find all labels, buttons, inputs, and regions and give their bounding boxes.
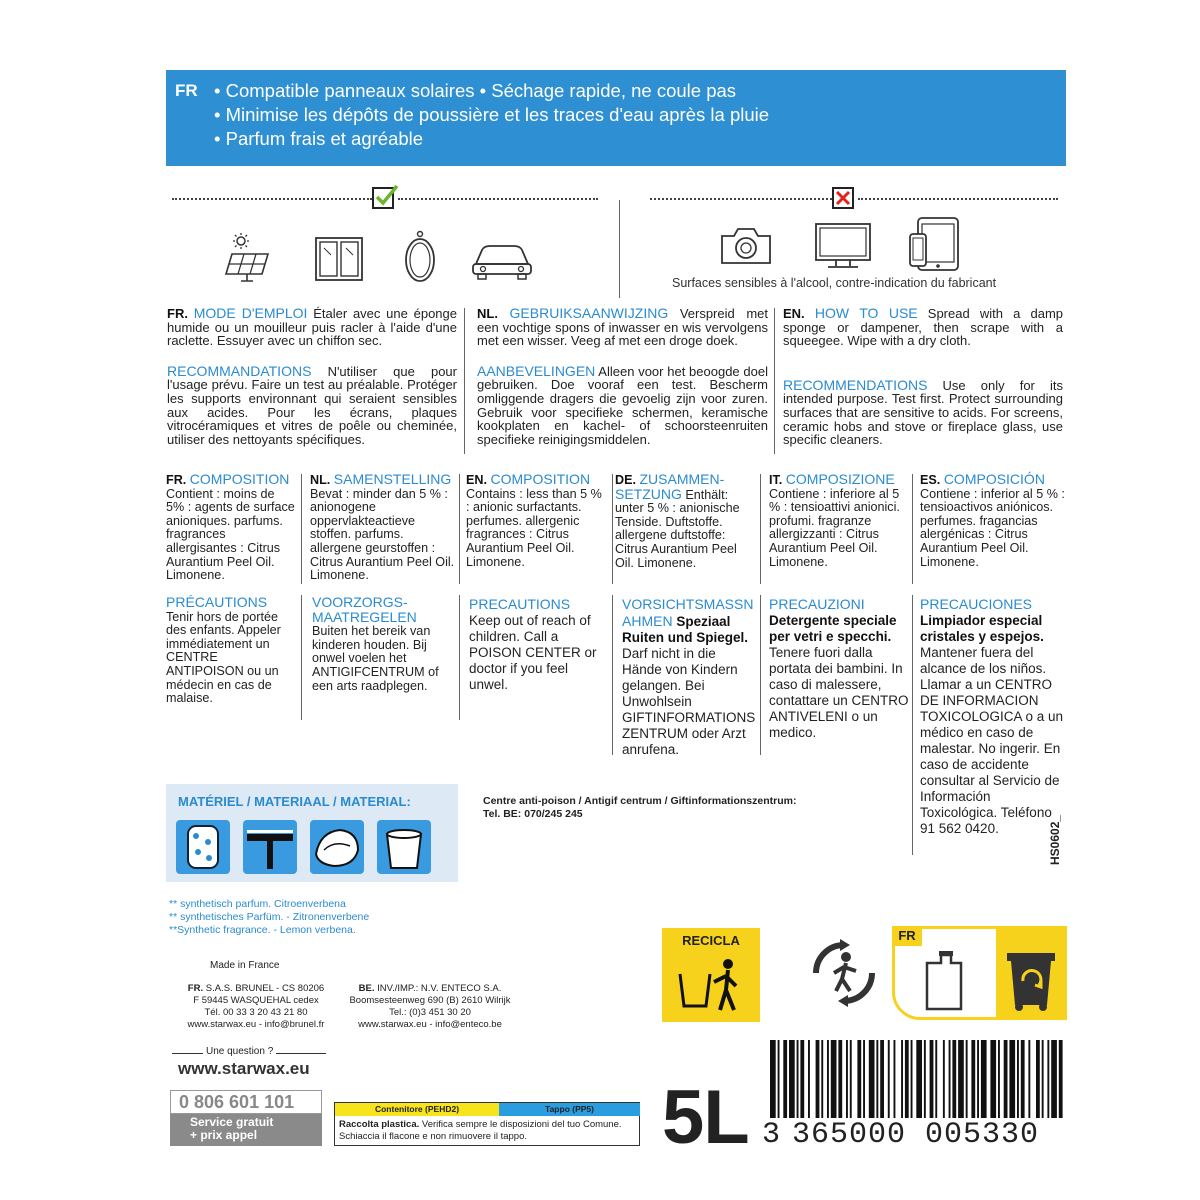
barcode-bar <box>911 1040 913 1118</box>
cap-header: Tappo (PP5) <box>499 1103 640 1116</box>
tablet-phone-icon <box>908 216 960 272</box>
made-in: Made in France <box>210 960 280 971</box>
fragrance-note: ** synthetisch parfum. Citroenverbena <box>169 898 346 910</box>
barcode-bar <box>990 1040 996 1118</box>
recicla-label: RECICLA <box>682 933 740 948</box>
divider-dots <box>650 198 832 200</box>
en-instructions <box>783 307 1063 447</box>
tv-screen-icon <box>814 222 872 270</box>
column-divider <box>760 474 761 584</box>
barcode-bar <box>808 1040 810 1118</box>
barcode-bar <box>935 1040 937 1118</box>
barcode-bar <box>888 1040 890 1118</box>
composition-en: EN. COMPOSITION Contains : less than 5 % : anionic surfactants. perfumes. allergenic fragrances : Citrus Aurantium Peel Oil. Limonene. <box>466 471 602 569</box>
cloth-icon <box>310 820 364 874</box>
barcode-bar <box>916 1040 922 1118</box>
mirror-icon <box>403 230 437 284</box>
fr-instructions <box>167 307 457 446</box>
barcode-bar <box>797 1040 799 1118</box>
barcode-bar <box>1047 1040 1049 1118</box>
volume-label: 5L <box>662 1075 749 1160</box>
barcode-bar <box>998 1040 1000 1118</box>
nl-instructions <box>477 307 768 446</box>
divider-dots <box>398 198 598 200</box>
window-icon <box>314 236 364 282</box>
materiel-title: MATÉRIEL / MATERIAAL / MATERIAL: <box>178 794 411 809</box>
forbidden-caption: Surfaces sensibles à l'alcool, contre-indication du fabricant <box>672 276 997 290</box>
squeegee-icon <box>243 820 297 874</box>
barcode-bar <box>816 1040 820 1118</box>
poison-center-phone: Tel. BE: 070/245 245 <box>483 808 583 820</box>
fr-sorting-badge <box>892 926 1067 1020</box>
triman-icon <box>806 935 882 1011</box>
fragrance-note: **Synthetic fragrance. - Lemon verbena. <box>169 924 356 936</box>
barcode-bar <box>880 1040 884 1118</box>
side-code: HS0602_ <box>1048 814 1062 865</box>
barcode-bar <box>971 1040 975 1118</box>
solar-panel-icon <box>222 232 274 282</box>
precautions-es: PRECAUCIONES Limpiador especial cristales y espejos. Mantener fuera del alcance de los niños. Llamar a un CENTRO DE INFORMACION TOXICOLOGICA o a un médico en caso de malestar. No ingerir. En caso de accidente consultar al Servicio de Información Toxicológica. Teléfono 91 562 0420. <box>920 596 1064 836</box>
barcode-bars <box>770 1040 1065 1118</box>
barcode-bar <box>770 1040 776 1118</box>
fr-mode-emploi: FR. MODE D'EMPLOI Étaler avec une éponge humide ou un mouilleur puis racler à l'aide d'une raclette. Essuyer avec un chiffon sec. <box>167 305 457 349</box>
barcode-bar <box>846 1040 848 1118</box>
column-divider <box>459 595 460 720</box>
divider-dots <box>172 198 372 200</box>
precautions-fr: PRÉCAUTIONS Tenir hors de portée des enfants. Appeler immédiatement un CENTRE ANTIPOISON ou un médecin en cas de malaise. <box>166 594 281 706</box>
nl-gebruiksaanwijzing: NL. GEBRUIKSAANWIJZING Verspreid met een vochtige spons of inwasser en wis vervolgens met een wisser. Veeg af met een droge doek. <box>477 305 768 349</box>
divider-dots <box>858 198 1058 200</box>
en-recommendations: RECOMMENDATIONS Use only for its intended purpose. Test first. Protect surrounding surfaces that are sensitive to acids. For screens, ceramic hobs and stove or fireplace glass, use specific cleaners. <box>783 376 1063 448</box>
question-site[interactable]: www.starwax.eu <box>178 1059 310 1078</box>
barcode-first-digit: 3 <box>762 1118 781 1152</box>
column-divider <box>774 308 775 454</box>
barcode-bar <box>1009 1040 1015 1118</box>
composition-de: DE. ZUSAMMEN-SETZUNG Enthält: unter 5 % : anionische Tenside. Duftstoffe. allergene duftstoffe: Citrus Aurantium Peel Oil. Limonene. <box>615 471 740 570</box>
sponge-icon <box>176 820 230 874</box>
barcode-bar <box>930 1040 934 1118</box>
banner-line: • Minimise les dépôts de poussière et les traces d'eau après la pluie <box>214 104 770 125</box>
barcode-bar <box>977 1040 979 1118</box>
barcode-digits: 365000 005330 <box>792 1118 1040 1152</box>
barcode-bar <box>857 1040 861 1118</box>
barcode-bar <box>924 1040 926 1118</box>
fragrance-notes <box>169 898 369 937</box>
barcode-bar <box>981 1040 987 1118</box>
column-divider <box>912 595 913 855</box>
banner-lang: FR <box>175 81 198 100</box>
materiel-panel <box>166 784 458 882</box>
address-be: BE. INV./IMP.: N.V. ENTECO S.A. Boomsesteenweg 690 (B) 2610 Wilrijk Tel.: (0)3 451 30 20 www.starwax.eu - info@enteco.be <box>349 983 511 1030</box>
banner-line: • Compatible panneaux solaires • Séchage rapide, ne coule pas <box>214 80 737 101</box>
barcode-bar <box>901 1040 903 1118</box>
barcode-bar <box>863 1040 865 1118</box>
composition-nl: NL. SAMENSTELLING Bevat : minder dan 5 % : anionogene oppervlakteactieve stoffen. parfums. allergene geurstoffen : Citrus Aurantium Peel Oil. Limonene. <box>310 471 455 583</box>
barcode-bar <box>783 1040 787 1118</box>
nl-aanbevelingen: AANBEVELINGEN Alleen voor het beoogde doel gebruiken. Doe vooraf een test. Bescherm omliggende dragers die gevoelig zijn voor zuren. Gebruik voor specifieke schermen, keramische kookplaten en kachel- of schoorsteenruiten specifieke reinigingsmiddelen. <box>477 362 768 447</box>
composition-it: IT. COMPOSIZIONE Contiene : inferiore al 5 % : tensioattivi anionici. profumi. fragranze allergizzanti : Citrus Aurantium Peel Oil. Limonene. <box>769 471 900 569</box>
barcode-bar <box>1036 1040 1040 1118</box>
barcode-bar <box>905 1040 909 1118</box>
barcode-bar <box>958 1040 964 1118</box>
recycle-bin-person-icon <box>676 956 746 1014</box>
camera-icon <box>719 226 773 266</box>
barcode-bar <box>943 1040 945 1118</box>
recicla-badge <box>662 928 760 1022</box>
check-box-icon <box>372 187 394 209</box>
barcode-bar <box>789 1040 795 1118</box>
barcode-bar <box>821 1040 823 1118</box>
barcode-bar <box>966 1040 968 1118</box>
bottle-icon <box>919 949 969 1013</box>
column-divider <box>760 595 761 755</box>
poison-center-line: Centre anti-poison / Antigif centrum / Giftinformationszentrum: <box>483 795 797 807</box>
composition-es: ES. COMPOSICIÓN Contiene : inferior al 5 % : tensioactivos aniónicos. perfumes. fragancias alergénicas : Citrus Aurantium Peel Oil. Limonene. <box>920 471 1065 569</box>
precautions-en: PRECAUTIONS Keep out of reach of children. Call a POISON CENTER or doctor if you feel unwel. <box>469 596 597 692</box>
column-divider <box>612 474 613 584</box>
italy-recycling-box: Contenitore (PEHD2) Tappo (PP5) Raccolta plastica. Verifica sempre le disposizioni del tuo Comune. Schiaccia il flacone e non rimuovere il tappo. <box>334 1102 640 1146</box>
barcode-bar <box>949 1040 951 1118</box>
fr-recommandations: RECOMMANDATIONS N'utiliser que pour l'usage prévu. Faire un test au préalable. Protéger les supports environnant qui seraient sensibles aux acides. Pour les écrans, plaques vitrocéramiques et vitres de poêle ou cheminée, utiliser des nettoyants spécifiques. <box>167 362 457 447</box>
barcode-bar <box>894 1040 896 1118</box>
recycling-bin-icon <box>1003 947 1059 1013</box>
precautions-de: VORSICHTSMASSN AHMEN Speziaal Ruiten und Spiegel. Darf nicht in die Hände von Kindern gelangen. Bei Unwohlsein GIFTINFORMATIONS ZENTRUM oder Arzt anrufena. <box>622 596 756 757</box>
barcode-bar <box>850 1040 852 1118</box>
fr-badge-label: FR <box>892 926 922 946</box>
address-fr: FR. S.A.S. BRUNEL - CS 80206 F 59445 WASQUEHAL cedex Tél. 00 33 3 20 43 21 80 www.starwax.eu - info@brunel.fr <box>187 983 325 1030</box>
barcode-bar <box>827 1040 829 1118</box>
barcode-bar <box>1028 1040 1030 1118</box>
barcode-bar <box>800 1040 804 1118</box>
composition-fr: FR. COMPOSITION Contient : moins de 5% : agents de surface anioniques. parfums. fragrances allergisantes : Citrus Aurantium Peel Oil. Limonene. <box>166 471 295 583</box>
barcode-bar <box>876 1040 878 1118</box>
column-divider <box>301 474 302 584</box>
icons-divider <box>619 200 620 298</box>
poison-center <box>483 795 796 821</box>
fragrance-note: ** synthetisches Parfüm. - Zitronenverbene <box>169 911 370 923</box>
precautions-it: PRECAUZIONI Detergente speciale per vetri e specchi. Tenere fuori dalla portata dei bambini. In caso di malessere, contattare un CENTRO ANTIVELENI o un medico. <box>769 596 909 740</box>
banner-line: • Parfum frais et agréable <box>214 128 424 149</box>
column-divider <box>459 474 460 584</box>
column-divider <box>301 595 302 720</box>
barcode-bar <box>1021 1040 1025 1118</box>
barcode-bar <box>831 1040 837 1118</box>
bucket-icon <box>377 820 431 874</box>
question-service: Service gratuit + prix appel <box>170 1114 322 1146</box>
en-how-to-use: EN. HOW TO USE Spread with a damp sponge or dampener, then scrape with a squeegee. Wipe with a dry cloth. <box>783 305 1064 349</box>
barcode-bar <box>1017 1040 1019 1118</box>
container-header: Contenitore (PEHD2) <box>335 1103 499 1116</box>
barcode-bar <box>1042 1040 1044 1118</box>
car-icon <box>470 240 534 280</box>
cross-box-icon <box>832 187 854 209</box>
barcode-bar <box>952 1040 956 1118</box>
barcode-bar <box>838 1040 842 1118</box>
column-divider <box>464 308 465 454</box>
column-divider <box>612 595 613 755</box>
barcode-bar <box>778 1040 780 1118</box>
benefits-banner <box>166 70 1066 166</box>
column-divider <box>912 474 913 584</box>
barcode-bar <box>869 1040 875 1118</box>
barcode-bar <box>1004 1040 1008 1118</box>
question-phone: 0 806 601 101 <box>170 1090 322 1114</box>
barcode-bar <box>1059 1040 1063 1118</box>
question-label: Une question ? <box>203 1046 276 1057</box>
barcode-bar <box>1051 1040 1057 1118</box>
precautions-nl: VOORZORGS-MAATREGELEN Buiten het bereik van kinderen houden. Bij onwel voelen het ANTIGIFCENTRUM of een arts raadplegen. <box>312 594 439 693</box>
